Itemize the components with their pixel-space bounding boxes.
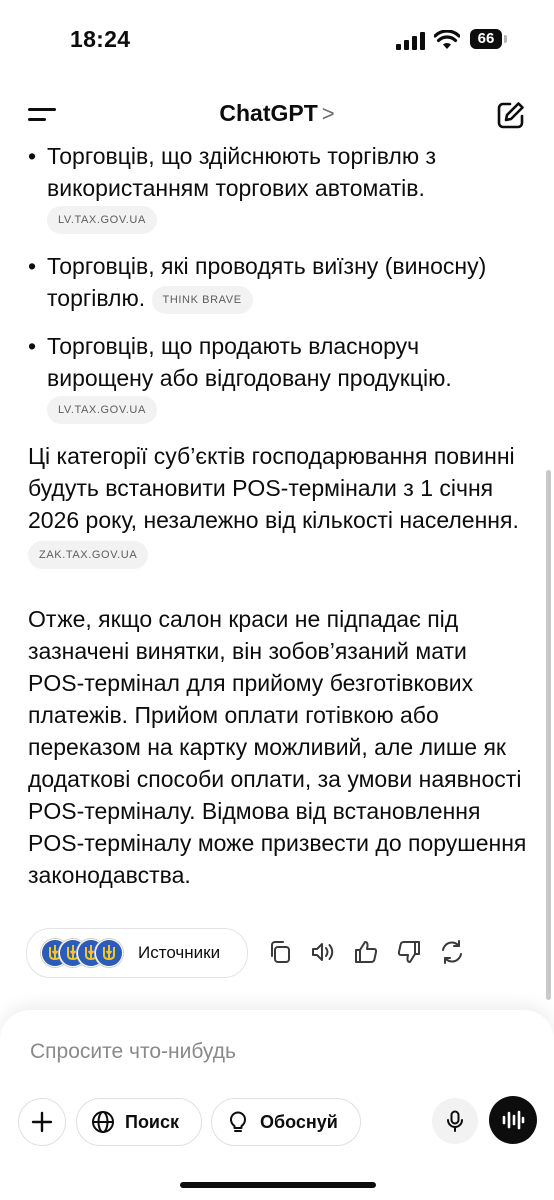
voice-mode-button[interactable]	[489, 1096, 537, 1144]
chevron-right-icon: >	[321, 101, 335, 126]
scrollbar[interactable]	[546, 470, 551, 1000]
lightbulb-icon	[226, 1110, 250, 1134]
thumbs-up-icon[interactable]	[352, 938, 380, 966]
search-button[interactable]	[76, 1098, 202, 1146]
message-paragraph	[28, 440, 528, 568]
cellular-signal-icon	[396, 32, 426, 50]
list-item	[28, 140, 528, 234]
list-item	[28, 330, 528, 424]
copy-icon[interactable]	[266, 938, 294, 966]
bullet-text: Торговців, що продають власноруч вирощену або відгодовану продукцію.	[47, 333, 452, 392]
sources-button[interactable]	[26, 928, 248, 978]
read-aloud-icon[interactable]	[309, 938, 337, 966]
home-indicator	[180, 1182, 376, 1188]
bullet-text: Торговців, що здійснюють торгівлю з використанням торгових автоматів.	[47, 143, 437, 201]
model-selector[interactable]	[0, 100, 554, 127]
source-chip[interactable]: THINK BRAVE	[152, 286, 253, 314]
status-time: 18:24	[70, 26, 131, 52]
reason-label: Обоснуй	[260, 1112, 338, 1132]
source-chip[interactable]: LV.TAX.GOV.UA	[47, 206, 157, 234]
paragraph-text: Ці категорії суб’єктів господарювання повинні будуть встановити POS-термінали з 1 січня 2026 року, незалежно від кількості населення.	[28, 443, 519, 534]
attach-button[interactable]	[18, 1098, 66, 1146]
reason-button[interactable]	[211, 1098, 361, 1146]
source-chip[interactable]: LV.TAX.GOV.UA	[47, 396, 157, 424]
prompt-input[interactable]: Спросите что-нибудь	[30, 1040, 236, 1063]
source-chip[interactable]: ZAK.TAX.GOV.UA	[28, 541, 148, 569]
globe-icon	[91, 1110, 115, 1134]
bullet-list	[28, 140, 528, 424]
bullet-text: Торговців, які проводять виїзну (виносну) торгівлю.	[47, 253, 487, 311]
message-actions	[26, 928, 526, 980]
plus-icon	[30, 1110, 54, 1134]
app-header	[0, 90, 554, 140]
message-paragraph: Отже, якщо салон краси не підпадає під зазначені винятки, він зобов’язаний мати POS-термінал для прийому безготівкових платежів. Прийом оплати готівкою або переказом на картку можливий, але лише як додаткові способи оплати, за умови наявності POS-терміналу. Відмова від встановлення POS-терміналу може призвести до порушення законодавства.	[28, 605, 527, 888]
voice-waveform-icon	[501, 1108, 525, 1132]
search-label: Поиск	[125, 1112, 180, 1132]
battery-nub	[504, 35, 507, 43]
regenerate-icon[interactable]	[438, 938, 466, 966]
wifi-icon	[434, 30, 460, 50]
microphone-icon	[443, 1109, 467, 1133]
composer	[0, 1010, 554, 1200]
assistant-message	[28, 140, 528, 891]
sources-label: Источники	[138, 943, 221, 962]
new-chat-icon[interactable]	[496, 100, 526, 130]
source-favicons	[41, 939, 131, 967]
battery-indicator	[470, 29, 508, 51]
ua-trident-icon	[95, 939, 123, 967]
battery-level: 66	[470, 29, 502, 49]
thumbs-down-icon[interactable]	[395, 938, 423, 966]
status-bar	[0, 0, 554, 80]
list-item	[28, 250, 528, 314]
app-title: ChatGPT	[219, 100, 318, 126]
dictate-button[interactable]	[432, 1098, 478, 1144]
